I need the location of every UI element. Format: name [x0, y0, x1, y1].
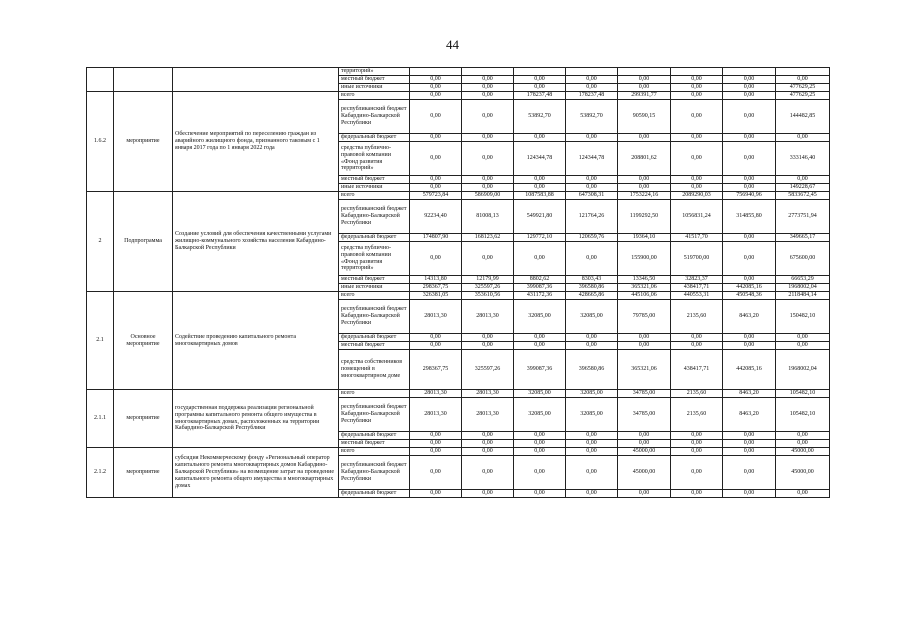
value-cell: 2118484,14 [776, 292, 830, 300]
value-cell: 0,00 [462, 334, 514, 342]
value-cell: 0,00 [671, 142, 723, 176]
table-row [87, 448, 830, 456]
value-cell [776, 68, 830, 76]
value-cell: 13346,50 [618, 276, 671, 284]
value-cell: 0,00 [410, 242, 462, 276]
value-cell: 0,00 [671, 84, 723, 92]
value-cell: 124344,78 [514, 142, 566, 176]
value-cell: 0,00 [723, 176, 776, 184]
funding-source-cell: средства собственников помещений в многоквартирном доме [339, 350, 410, 390]
value-cell: 0,00 [462, 134, 514, 142]
value-cell: 105482,10 [776, 398, 830, 432]
value-cell: 325597,26 [462, 350, 514, 390]
value-cell: 477629,25 [776, 84, 830, 92]
value-cell: 81008,13 [462, 200, 514, 234]
value-cell: 0,00 [618, 432, 671, 440]
value-cell: 0,00 [723, 100, 776, 134]
value-cell: 0,00 [566, 76, 618, 84]
value-cell: 8463,20 [723, 398, 776, 432]
value-cell: 0,00 [514, 184, 566, 192]
value-cell: 0,00 [514, 440, 566, 448]
value-cell: 129772,10 [514, 234, 566, 242]
funding-source-cell: федеральный бюджет [339, 334, 410, 342]
value-cell: 519700,00 [671, 242, 723, 276]
row-name-cell: государственная поддержка реализации региональной программы капитального ремонта общего имущества в многоквартирных домах, расположенных на территории Кабардино-Балкарской Республики [173, 390, 339, 448]
value-cell: 0,00 [514, 456, 566, 490]
value-cell: 32823,37 [671, 276, 723, 284]
value-cell: 428665,86 [566, 292, 618, 300]
value-cell: 0,00 [671, 490, 723, 498]
value-cell: 0,00 [566, 176, 618, 184]
value-cell: 0,00 [618, 184, 671, 192]
value-cell: 41517,70 [671, 234, 723, 242]
row-name-cell [173, 68, 339, 92]
value-cell: 0,00 [514, 490, 566, 498]
funding-source-cell: всего [339, 92, 410, 100]
value-cell: 32085,00 [514, 390, 566, 398]
value-cell: 0,00 [462, 440, 514, 448]
value-cell: 0,00 [776, 490, 830, 498]
value-cell: 0,00 [618, 490, 671, 498]
row-type-cell: мероприятие [114, 448, 173, 498]
value-cell: 0,00 [618, 176, 671, 184]
funding-source-cell: федеральный бюджет [339, 234, 410, 242]
value-cell: 0,00 [566, 184, 618, 192]
value-cell: 0,00 [723, 456, 776, 490]
value-cell: 124344,78 [566, 142, 618, 176]
value-cell: 150482,10 [776, 300, 830, 334]
value-cell: 0,00 [514, 334, 566, 342]
funding-source-cell: республиканский бюджет Кабардино-Балкарской Республики [339, 398, 410, 432]
value-cell: 28013,30 [410, 390, 462, 398]
funding-source-cell: иные источники [339, 184, 410, 192]
value-cell: 12179,99 [462, 276, 514, 284]
value-cell: 675600,00 [776, 242, 830, 276]
value-cell: 0,00 [723, 134, 776, 142]
value-cell: 8802,62 [514, 276, 566, 284]
value-cell: 34785,00 [618, 398, 671, 432]
value-cell: 0,00 [618, 440, 671, 448]
row-type-cell: мероприятие [114, 390, 173, 448]
value-cell: 0,00 [462, 242, 514, 276]
value-cell: 149228,67 [776, 184, 830, 192]
value-cell: 0,00 [776, 432, 830, 440]
value-cell: 314855,80 [723, 200, 776, 234]
value-cell: 0,00 [566, 342, 618, 350]
value-cell: 396580,86 [566, 284, 618, 292]
value-cell: 0,00 [618, 134, 671, 142]
value-cell: 0,00 [723, 342, 776, 350]
value-cell: 0,00 [410, 342, 462, 350]
value-cell: 549921,80 [514, 200, 566, 234]
value-cell: 0,00 [410, 92, 462, 100]
value-cell: 396580,86 [566, 350, 618, 390]
value-cell: 0,00 [723, 276, 776, 284]
funding-source-cell: всего [339, 390, 410, 398]
row-number-cell: 2.1.2 [87, 448, 114, 498]
value-cell: 0,00 [410, 440, 462, 448]
funding-source-cell: республиканский бюджет Кабардино-Балкарской Республики [339, 100, 410, 134]
funding-source-cell: всего [339, 448, 410, 456]
value-cell: 0,00 [410, 456, 462, 490]
value-cell [514, 68, 566, 76]
value-cell: 0,00 [723, 242, 776, 276]
value-cell: 0,00 [671, 76, 723, 84]
value-cell: 0,00 [514, 84, 566, 92]
value-cell: 168123,62 [462, 234, 514, 242]
value-cell: 0,00 [671, 184, 723, 192]
value-cell: 2773751,94 [776, 200, 830, 234]
value-cell: 0,00 [723, 92, 776, 100]
value-cell: 299391,77 [618, 92, 671, 100]
row-name-cell: Содействие проведению капитального ремонта многоквартирных домов [173, 292, 339, 390]
value-cell: 438417,71 [671, 284, 723, 292]
value-cell: 0,00 [566, 134, 618, 142]
value-cell: 0,00 [514, 176, 566, 184]
value-cell: 0,00 [671, 456, 723, 490]
funding-source-cell: всего [339, 292, 410, 300]
table-row [87, 68, 830, 76]
value-cell: 5833672,45 [776, 192, 830, 200]
value-cell: 120659,76 [566, 234, 618, 242]
value-cell: 0,00 [723, 490, 776, 498]
value-cell: 45000,00 [618, 448, 671, 456]
value-cell: 0,00 [410, 76, 462, 84]
value-cell: 0,00 [410, 490, 462, 498]
value-cell: 0,00 [410, 84, 462, 92]
value-cell: 0,00 [462, 342, 514, 350]
value-cell: 0,00 [723, 184, 776, 192]
value-cell: 0,00 [462, 84, 514, 92]
value-cell: 53892,70 [514, 100, 566, 134]
value-cell: 0,00 [618, 334, 671, 342]
value-cell: 0,00 [566, 440, 618, 448]
value-cell [723, 68, 776, 76]
value-cell: 0,00 [410, 448, 462, 456]
value-cell: 477629,25 [776, 92, 830, 100]
value-cell [618, 68, 671, 76]
value-cell: 0,00 [462, 76, 514, 84]
value-cell: 349665,17 [776, 234, 830, 242]
value-cell: 0,00 [723, 76, 776, 84]
value-cell: 19364,10 [618, 234, 671, 242]
funding-source-cell: средства публично-правовой компании «Фонд развития территорий» [339, 142, 410, 176]
row-type-cell [114, 68, 173, 92]
table-row [87, 292, 830, 300]
value-cell: 0,00 [462, 432, 514, 440]
value-cell: 0,00 [410, 184, 462, 192]
value-cell: 431172,36 [514, 292, 566, 300]
value-cell: 0,00 [514, 432, 566, 440]
funding-source-cell: местный бюджет [339, 440, 410, 448]
value-cell [671, 68, 723, 76]
value-cell [566, 68, 618, 76]
value-cell: 1753224,16 [618, 192, 671, 200]
funding-source-cell: республиканский бюджет Кабардино-Балкарской Республики [339, 456, 410, 490]
value-cell: 0,00 [462, 92, 514, 100]
value-cell: 0,00 [410, 134, 462, 142]
value-cell: 0,00 [671, 134, 723, 142]
value-cell: 2135,60 [671, 390, 723, 398]
value-cell: 155900,00 [618, 242, 671, 276]
value-cell: 442085,16 [723, 350, 776, 390]
value-cell: 178237,48 [514, 92, 566, 100]
value-cell: 32085,00 [566, 398, 618, 432]
value-cell: 8303,43 [566, 276, 618, 284]
value-cell: 0,00 [462, 100, 514, 134]
value-cell: 208801,62 [618, 142, 671, 176]
value-cell: 28013,30 [410, 398, 462, 432]
table-row [87, 390, 830, 398]
value-cell: 0,00 [462, 142, 514, 176]
value-cell: 0,00 [776, 76, 830, 84]
value-cell: 0,00 [723, 448, 776, 456]
value-cell: 105482,10 [776, 390, 830, 398]
row-number-cell: 2.1.1 [87, 390, 114, 448]
value-cell: 92234,40 [410, 200, 462, 234]
value-cell: 0,00 [723, 142, 776, 176]
value-cell: 0,00 [514, 76, 566, 84]
page-number: 44 [446, 37, 459, 52]
value-cell: 0,00 [671, 448, 723, 456]
value-cell: 0,00 [566, 456, 618, 490]
value-cell: 0,00 [723, 234, 776, 242]
value-cell: 298367,75 [410, 350, 462, 390]
value-cell: 34785,00 [618, 390, 671, 398]
value-cell: 0,00 [723, 432, 776, 440]
value-cell: 365321,06 [618, 350, 671, 390]
row-number-cell: 2 [87, 192, 114, 292]
value-cell: 438417,71 [671, 350, 723, 390]
value-cell: 32085,00 [514, 300, 566, 334]
value-cell: 1968002,04 [776, 350, 830, 390]
value-cell: 79785,00 [618, 300, 671, 334]
value-cell: 8463,20 [723, 300, 776, 334]
value-cell: 0,00 [410, 432, 462, 440]
value-cell: 0,00 [566, 490, 618, 498]
value-cell: 756940,96 [723, 192, 776, 200]
value-cell: 0,00 [723, 84, 776, 92]
value-cell: 1968002,04 [776, 284, 830, 292]
value-cell: 32085,00 [566, 390, 618, 398]
value-cell: 28013,30 [410, 300, 462, 334]
value-cell: 0,00 [462, 490, 514, 498]
funding-source-cell: федеральный бюджет [339, 134, 410, 142]
value-cell: 298367,75 [410, 284, 462, 292]
row-number-cell: 2.1 [87, 292, 114, 390]
row-number-cell [87, 68, 114, 92]
funding-source-cell: республиканский бюджет Кабардино-Балкарской Республики [339, 300, 410, 334]
value-cell: 32085,00 [566, 300, 618, 334]
value-cell: 0,00 [514, 448, 566, 456]
value-cell: 445106,06 [618, 292, 671, 300]
row-name-cell: субсидия Некоммерческому фонду «Региональный оператор капитального ремонта многоквартирных домов Кабардино-Балкарской Республики» на возмещение затрат на проведение капитального ремонта общего имущества в многоквартирных домах [173, 448, 339, 498]
funding-source-cell: республиканский бюджет Кабардино-Балкарской Республики [339, 200, 410, 234]
value-cell: 0,00 [671, 432, 723, 440]
value-cell: 0,00 [671, 100, 723, 134]
value-cell: 14313,80 [410, 276, 462, 284]
value-cell: 0,00 [671, 334, 723, 342]
value-cell: 353610,56 [462, 292, 514, 300]
value-cell: 333146,40 [776, 142, 830, 176]
value-cell: 0,00 [566, 432, 618, 440]
value-cell: 442085,16 [723, 284, 776, 292]
funding-source-cell: всего [339, 192, 410, 200]
value-cell: 0,00 [410, 100, 462, 134]
value-cell: 0,00 [410, 176, 462, 184]
value-cell: 0,00 [671, 440, 723, 448]
funding-source-cell: иные источники [339, 84, 410, 92]
value-cell: 1199292,50 [618, 200, 671, 234]
value-cell: 450548,36 [723, 292, 776, 300]
value-cell: 66653,29 [776, 276, 830, 284]
value-cell: 0,00 [776, 134, 830, 142]
value-cell: 0,00 [462, 448, 514, 456]
value-cell: 0,00 [410, 142, 462, 176]
funding-source-cell: местный бюджет [339, 276, 410, 284]
value-cell: 0,00 [776, 176, 830, 184]
value-cell: 399087,36 [514, 350, 566, 390]
value-cell: 0,00 [566, 242, 618, 276]
row-number-cell: 1.6.2 [87, 92, 114, 192]
row-type-cell: Основное мероприятие [114, 292, 173, 390]
value-cell: 90590,15 [618, 100, 671, 134]
value-cell: 174807,90 [410, 234, 462, 242]
value-cell: 53892,70 [566, 100, 618, 134]
funding-source-cell: иные источники [339, 284, 410, 292]
value-cell: 399087,36 [514, 284, 566, 292]
value-cell: 0,00 [410, 334, 462, 342]
value-cell [462, 68, 514, 76]
table-row [87, 92, 830, 100]
funding-source-cell: местный бюджет [339, 76, 410, 84]
funding-source-cell: федеральный бюджет [339, 432, 410, 440]
value-cell: 28013,30 [462, 398, 514, 432]
value-cell: 326381,05 [410, 292, 462, 300]
value-cell: 0,00 [566, 84, 618, 92]
value-cell: 0,00 [671, 342, 723, 350]
value-cell: 0,00 [723, 334, 776, 342]
row-name-cell: Обеспечение мероприятий по переселению граждан из аварийного жилищного фонда, признанного таковым с 1 января 2017 года по 1 января 2022 года [173, 92, 339, 192]
value-cell [410, 68, 462, 76]
funding-source-cell: федеральный бюджет [339, 490, 410, 498]
value-cell: 45000,00 [776, 448, 830, 456]
value-cell: 144482,85 [776, 100, 830, 134]
value-cell: 0,00 [776, 334, 830, 342]
table-row [87, 192, 830, 200]
funding-source-cell: местный бюджет [339, 176, 410, 184]
value-cell: 45000,00 [618, 456, 671, 490]
value-cell: 0,00 [462, 456, 514, 490]
value-cell: 440553,31 [671, 292, 723, 300]
row-type-cell: мероприятие [114, 92, 173, 192]
value-cell: 0,00 [566, 334, 618, 342]
value-cell: 8463,20 [723, 390, 776, 398]
value-cell: 0,00 [514, 134, 566, 142]
row-type-cell: Подпрограмма [114, 192, 173, 292]
value-cell: 121764,26 [566, 200, 618, 234]
value-cell: 1087583,88 [514, 192, 566, 200]
value-cell: 0,00 [618, 76, 671, 84]
value-cell: 32085,00 [514, 398, 566, 432]
row-name-cell: Создание условий для обеспечения качественными услугами жилищно-коммунального хозяйства населения Кабардино-Балкарской Республики [173, 192, 339, 292]
table-body [87, 68, 830, 498]
value-cell: 0,00 [723, 440, 776, 448]
budget-table [86, 67, 830, 498]
value-cell: 178237,48 [566, 92, 618, 100]
value-cell: 2135,60 [671, 300, 723, 334]
value-cell: 579723,84 [410, 192, 462, 200]
value-cell: 0,00 [514, 242, 566, 276]
value-cell: 0,00 [776, 342, 830, 350]
value-cell: 28013,30 [462, 390, 514, 398]
funding-source-cell: местный бюджет [339, 342, 410, 350]
value-cell: 0,00 [462, 176, 514, 184]
value-cell: 45000,00 [776, 456, 830, 490]
value-cell: 325597,26 [462, 284, 514, 292]
value-cell: 1056831,24 [671, 200, 723, 234]
value-cell: 0,00 [618, 84, 671, 92]
value-cell: 0,00 [462, 184, 514, 192]
value-cell: 28013,30 [462, 300, 514, 334]
value-cell: 0,00 [566, 448, 618, 456]
value-cell: 0,00 [671, 92, 723, 100]
value-cell: 647308,31 [566, 192, 618, 200]
value-cell: 365321,06 [618, 284, 671, 292]
value-cell: 586909,00 [462, 192, 514, 200]
value-cell: 0,00 [618, 342, 671, 350]
funding-source-cell: территорий» [339, 68, 410, 76]
value-cell: 2089290,03 [671, 192, 723, 200]
value-cell: 0,00 [776, 440, 830, 448]
value-cell: 0,00 [514, 342, 566, 350]
value-cell: 2135,60 [671, 398, 723, 432]
value-cell: 0,00 [671, 176, 723, 184]
funding-source-cell: средства публично-правовой компании «Фонд развития территорий» [339, 242, 410, 276]
